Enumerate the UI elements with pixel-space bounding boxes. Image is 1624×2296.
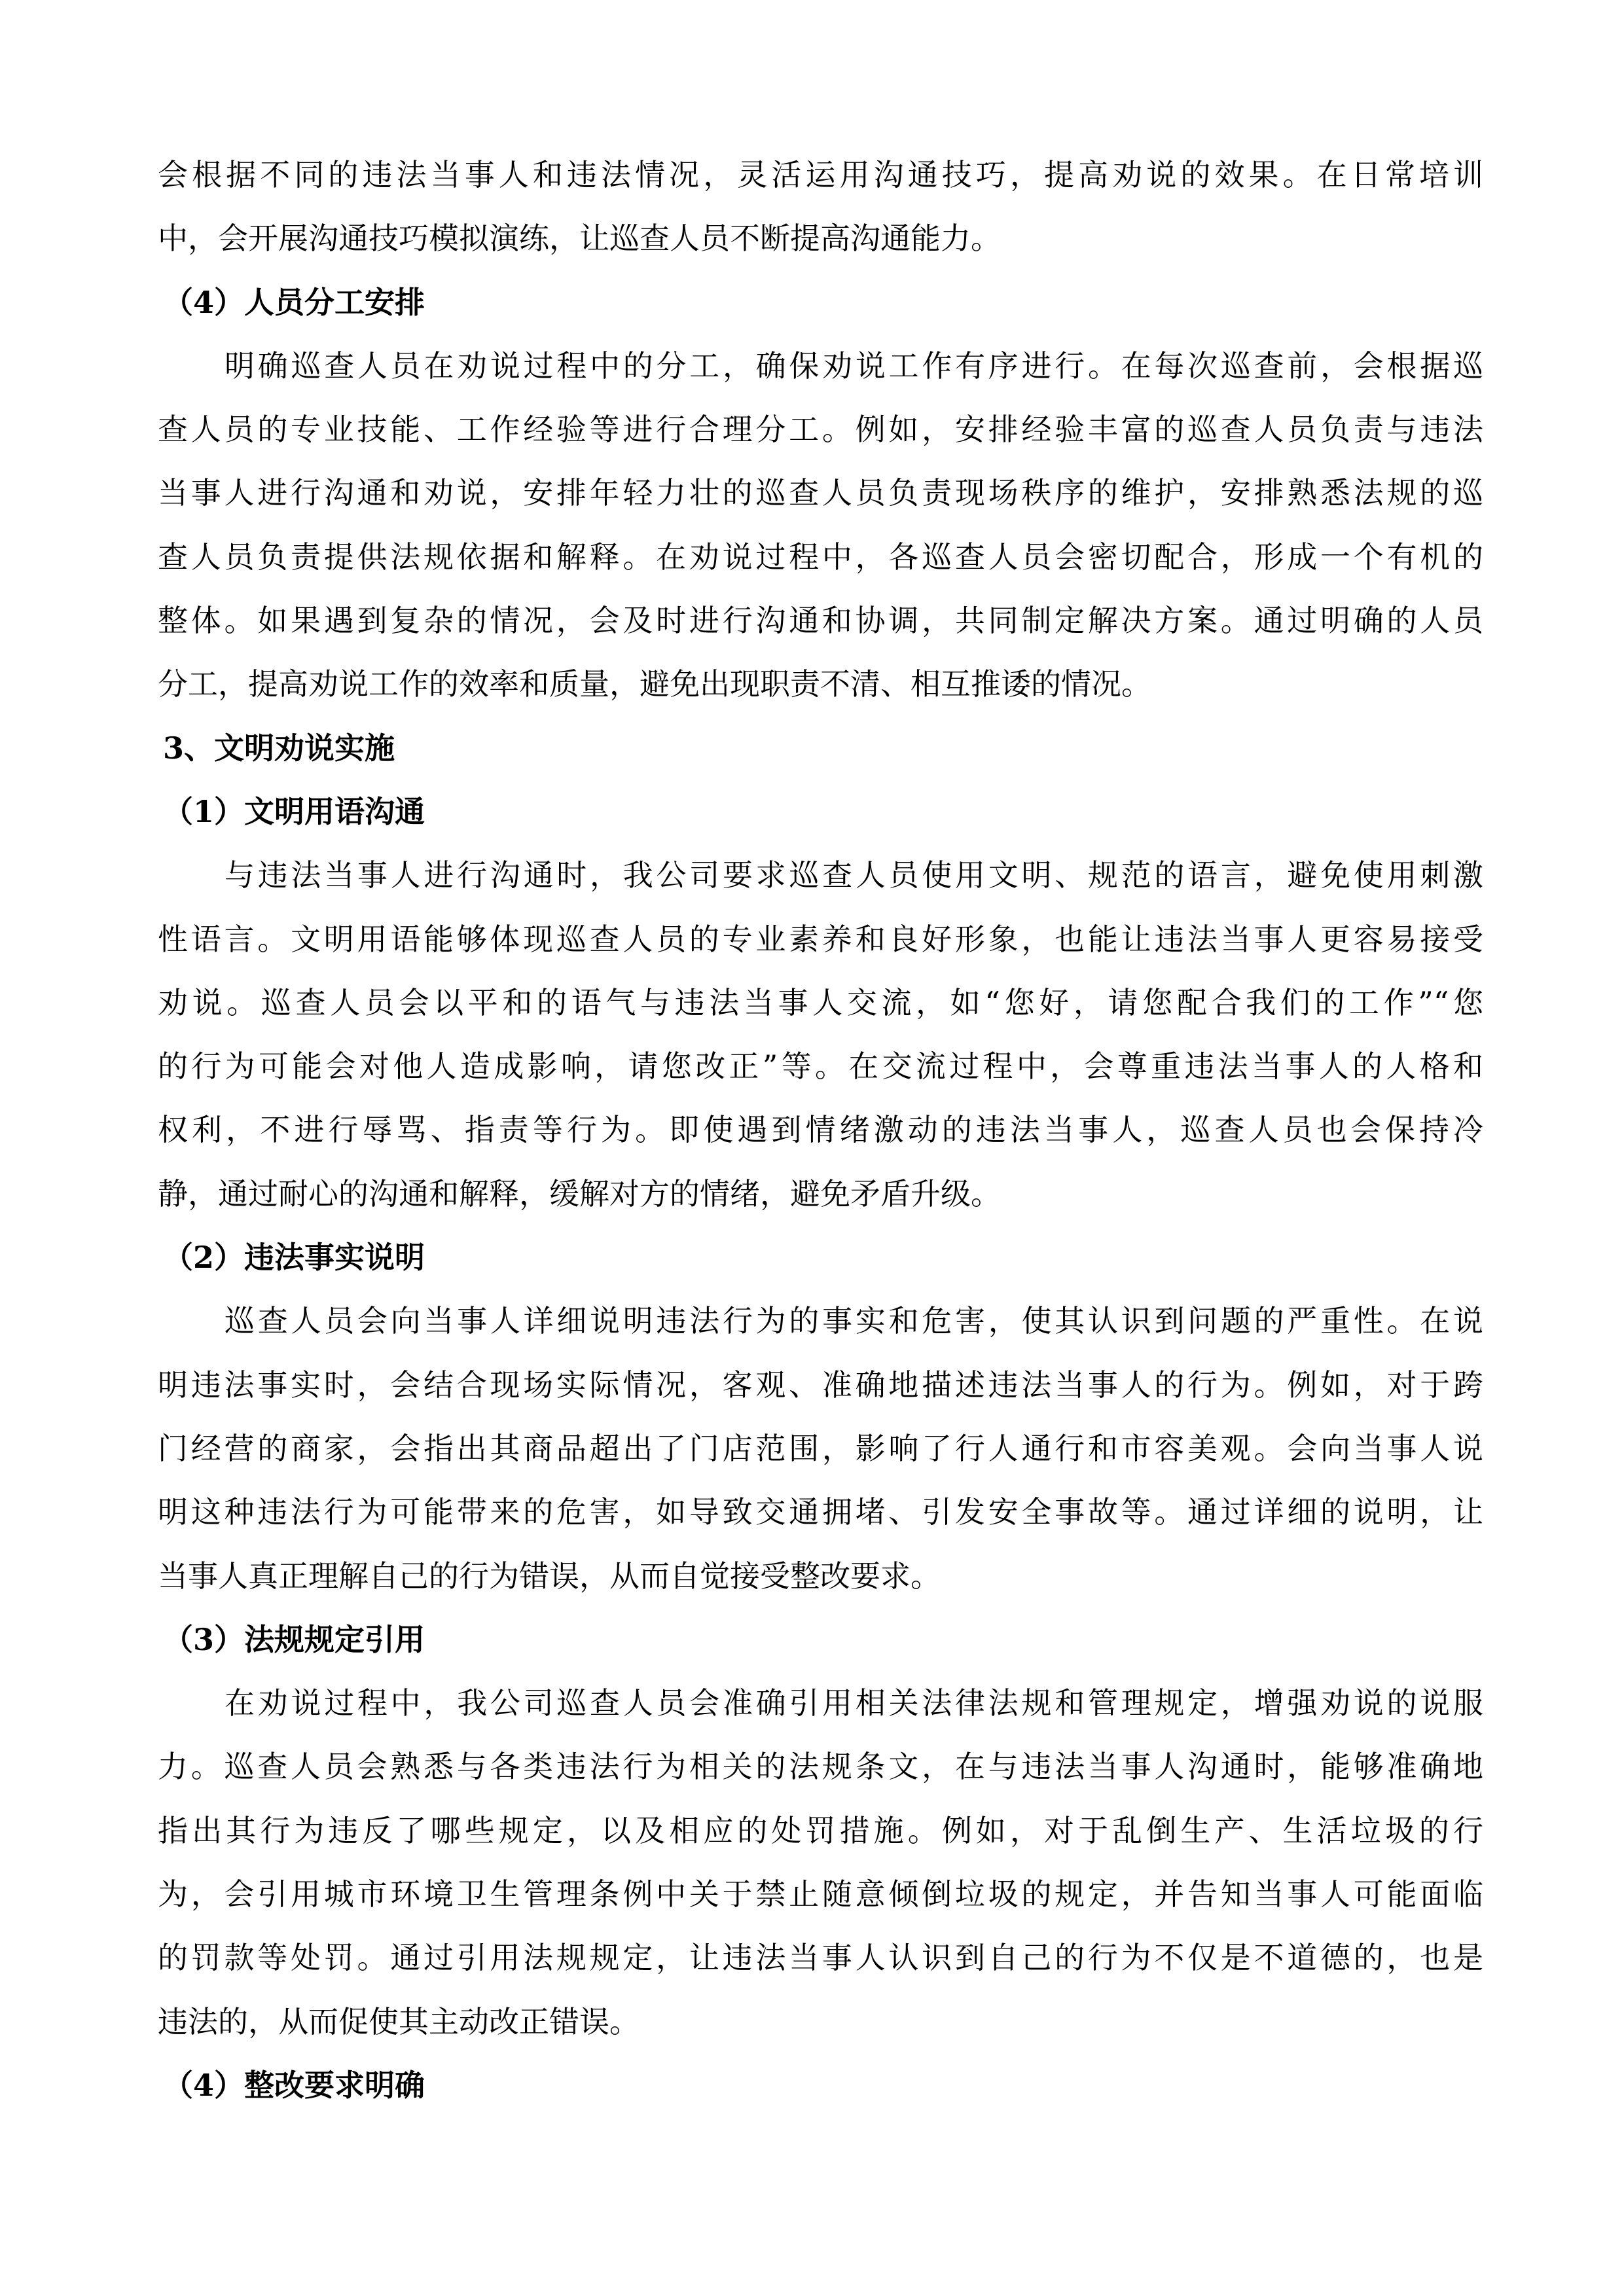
heading-text: 3、文明劝说实施 <box>163 730 395 766</box>
paragraph-line: 明确巡查人员在劝说过程中的分工，确保劝说工作有序进行。在每次巡查前，会根据巡 <box>225 348 1483 384</box>
paragraph-line: 明这种违法行为可能带来的危害，如导致交通拥堵、引发安全事故等。通过详细的说明，让 <box>158 1494 1483 1530</box>
heading-text: （4）整改要求明确 <box>163 2067 425 2103</box>
section-heading <box>158 2054 1483 2117</box>
paragraph <box>158 143 1483 271</box>
paragraph-line: 力。巡查人员会熟悉与各类违法行为相关的法规条文，在与违法当事人沟通时，能够准确地 <box>158 1749 1483 1785</box>
document-page <box>158 143 1483 2117</box>
paragraph-line: 明违法事实时，会结合现场实际情况，客观、准确地描述违法当事人的行为。例如，对于跨 <box>158 1367 1483 1403</box>
paragraph-line: 当事人真正理解自己的行为错误，从而自觉接受整改要求。 <box>158 1558 941 1594</box>
paragraph-line: 会根据不同的违法当事人和违法情况，灵活运用沟通技巧，提高劝说的效果。在日常培训 <box>158 157 1483 192</box>
paragraph-line: 为，会引用城市环境卫生管理条例中关于禁止随意倾倒垃圾的规定，并告知当事人可能面临 <box>158 1876 1483 1912</box>
section-heading <box>158 271 1483 334</box>
paragraph-line: 静，通过耐心的沟通和解释，缓解对方的情绪，避免矛盾升级。 <box>158 1175 1001 1211</box>
paragraph-line: 的行为可能会对他人造成影响，请您改正”等。在交流过程中，会尊重违法当事人的人格和 <box>158 1049 1483 1085</box>
paragraph-line: 性语言。文明用语能够体现巡查人员的专业素养和良好形象，也能让违法当事人更容易接受 <box>158 921 1483 957</box>
heading-text: （2）违法事实说明 <box>163 1240 425 1276</box>
paragraph-line: 在劝说过程中，我公司巡查人员会准确引用相关法律法规和管理规定，增强劝说的说服 <box>225 1685 1483 1721</box>
paragraph <box>158 844 1483 1226</box>
paragraph-line: 权利，不进行辱骂、指责等行为。即使遇到情绪激动的违法当事人，巡查人员也会保持冷 <box>158 1112 1483 1148</box>
paragraph-line: 查人员的专业技能、工作经验等进行合理分工。例如，安排经验丰富的巡查人员负责与违法 <box>158 412 1483 448</box>
section-heading <box>158 1226 1483 1289</box>
paragraph-line: 中，会开展沟通技巧模拟演练，让巡查人员不断提高沟通能力。 <box>158 221 1001 257</box>
paragraph-line: 巡查人员会向当事人详细说明违法行为的事实和危害，使其认识到问题的严重性。在说 <box>225 1303 1483 1339</box>
paragraph <box>158 1672 1483 2054</box>
heading-text: （1）文明用语沟通 <box>163 793 425 829</box>
paragraph-line: 门经营的商家，会指出其商品超出了门店范围，影响了行人通行和市容美观。会向当事人说 <box>158 1430 1483 1466</box>
section-heading <box>158 1608 1483 1672</box>
paragraph <box>158 334 1483 717</box>
paragraph-line: 查人员负责提供法规依据和解释。在劝说过程中，各巡查人员会密切配合，形成一个有机的 <box>158 539 1483 575</box>
paragraph <box>158 1289 1483 1607</box>
heading-text: （3）法规规定引用 <box>163 1621 425 1657</box>
paragraph-line: 与违法当事人进行沟通时，我公司要求巡查人员使用文明、规范的语言，避免使用刺激 <box>225 857 1483 893</box>
paragraph-line: 的罚款等处罚。通过引用法规规定，让违法当事人认识到自己的行为不仅是不道德的，也是 <box>158 1940 1483 1976</box>
paragraph-line: 当事人进行沟通和劝说，安排年轻力壮的巡查人员负责现场秩序的维护，安排熟悉法规的巡 <box>158 475 1483 511</box>
paragraph-line: 劝说。巡查人员会以平和的语气与违法当事人交流，如“您好，请您配合我们的工作”“您 <box>158 984 1483 1020</box>
paragraph-line: 整体。如果遇到复杂的情况，会及时进行沟通和协调，共同制定解决方案。通过明确的人员 <box>158 603 1483 639</box>
paragraph-line: 分工，提高劝说工作的效率和质量，避免出现职责不清、相互推诿的情况。 <box>158 666 1151 702</box>
paragraph-line: 指出其行为违反了哪些规定，以及相应的处罚措施。例如，对于乱倒生产、生活垃圾的行 <box>158 1812 1483 1848</box>
paragraph-line: 违法的，从而促使其主动改正错误。 <box>158 2003 640 2039</box>
section-heading <box>158 717 1483 780</box>
heading-text: （4）人员分工安排 <box>163 284 425 320</box>
section-heading <box>158 780 1483 844</box>
